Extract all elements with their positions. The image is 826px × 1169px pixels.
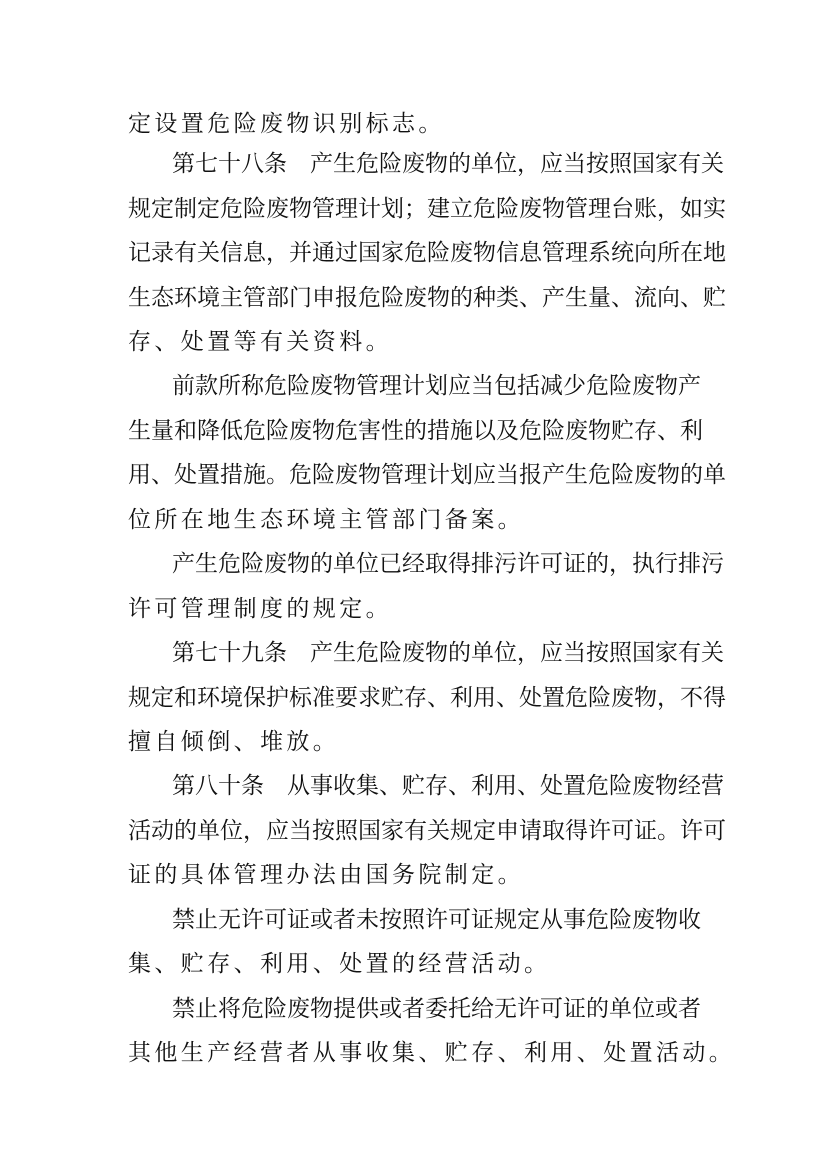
line-text: 位所在地生态环境主管部门备案。 [128, 507, 524, 533]
text-line [0, 500, 826, 540]
line-text: 活动的单位，应当按照国家有关规定申请取得许可证。许可 [128, 818, 726, 844]
text-line [0, 722, 826, 762]
line-text: 禁止将危险废物提供或者委托给无许可证的单位或者 [172, 996, 701, 1022]
text-line [0, 855, 826, 895]
text-line [0, 900, 826, 940]
text-line [0, 766, 826, 806]
line-text: 生态环境主管部门申报危险废物的种类、产生量、流向、贮 [128, 285, 726, 311]
line-text: 定设置危险废物识别标志。 [128, 111, 445, 137]
line-text: 第八十条 从事收集、贮存、利用、处置危险废物经营 [172, 773, 724, 799]
line-text: 规定和环境保护标准要求贮存、利用、处置危险废物，不得 [128, 685, 726, 711]
line-text: 禁止无许可证或者未按照许可证规定从事危险废物收 [172, 907, 701, 933]
text-line [0, 366, 826, 406]
line-text: 产生危险废物的单位已经取得排污许可证的，执行排污 [172, 551, 724, 577]
line-text: 集、贮存、利用、处置的经营活动。 [128, 951, 551, 977]
text-line [0, 811, 826, 851]
text-line [0, 233, 826, 273]
text-line [0, 989, 826, 1029]
text-line [0, 278, 826, 318]
text-line [0, 589, 826, 629]
line-text: 用、处置措施。危险废物管理计划应当报产生危险废物的单 [128, 462, 726, 488]
line-text: 其他生产经营者从事收集、贮存、利用、处置活动。 [128, 1040, 736, 1066]
line-text: 记录有关信息，并通过国家危险废物信息管理系统向所在地 [128, 240, 726, 266]
text-line [0, 322, 826, 362]
line-text: 第七十八条 产生危险废物的单位，应当按照国家有关 [172, 151, 724, 177]
line-text: 证的具体管理办法由国务院制定。 [128, 862, 524, 888]
line-text: 生量和降低危险废物危害性的措施以及危险废物贮存、利 [128, 418, 703, 444]
line-text: 存、处置等有关资料。 [128, 329, 392, 355]
text-line [0, 411, 826, 451]
text-line [0, 544, 826, 584]
text-line [0, 1033, 826, 1073]
line-text: 擅自倾倒、堆放。 [128, 729, 340, 755]
text-line [0, 944, 826, 984]
line-text: 前款所称危险废物管理计划应当包括减少危险废物产 [172, 373, 701, 399]
text-line [0, 104, 826, 144]
text-line [0, 144, 826, 184]
line-text: 许可管理制度的规定。 [128, 596, 392, 622]
text-line [0, 189, 826, 229]
line-text: 第七十九条 产生危险废物的单位，应当按照国家有关 [172, 640, 724, 666]
text-line [0, 455, 826, 495]
text-line [0, 678, 826, 718]
text-line [0, 633, 826, 673]
line-text: 规定制定危险废物管理计划；建立危险废物管理台账，如实 [128, 196, 726, 222]
